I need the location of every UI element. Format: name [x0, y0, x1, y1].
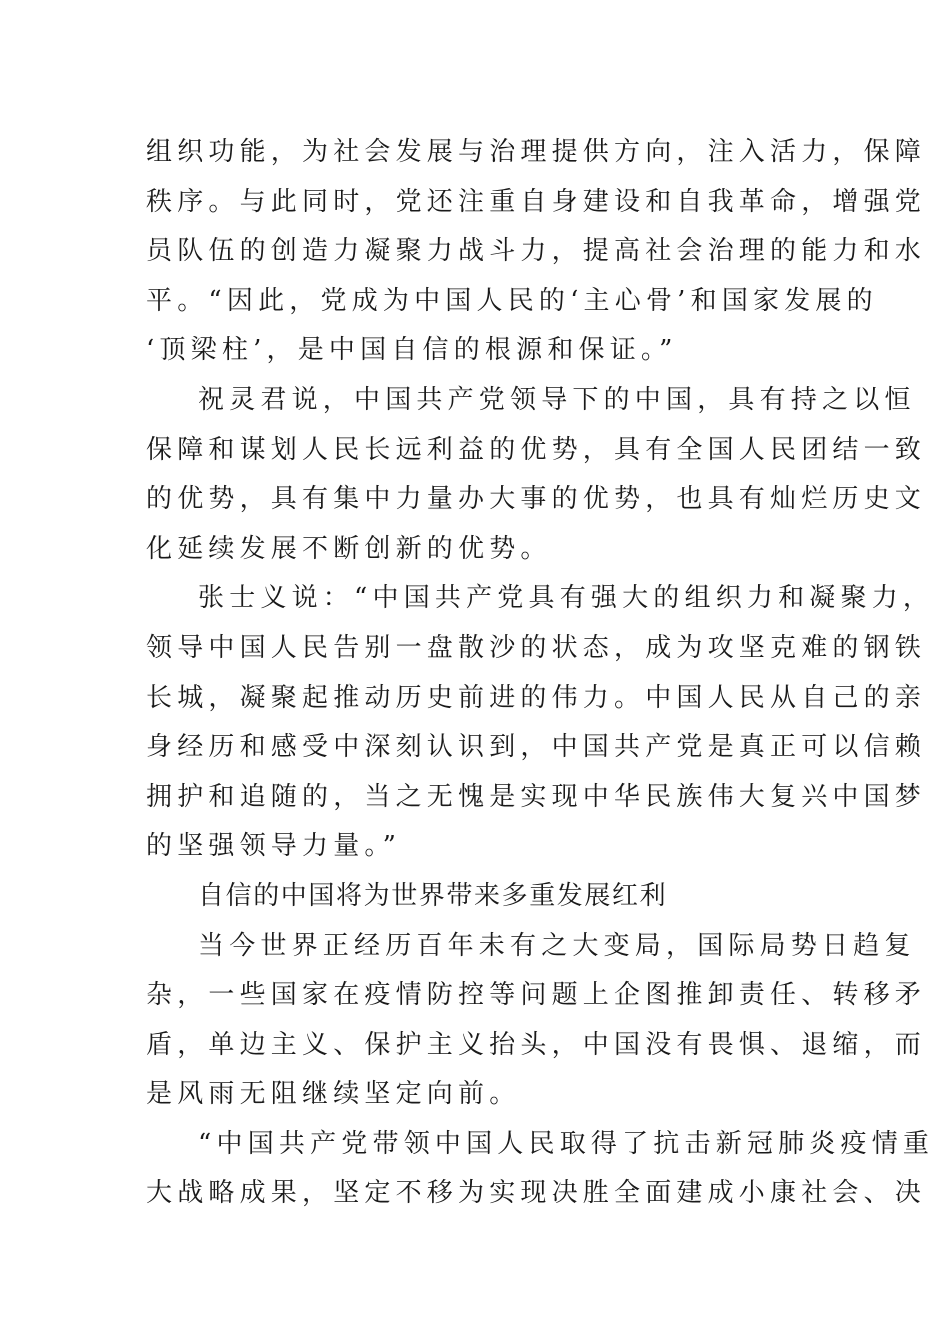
- text-line: 秩序。与此同时，党还注重自身建设和自我革命，增强党: [146, 186, 927, 217]
- section-heading-text: 自信的中国将为世界带来多重发展红利: [198, 880, 668, 911]
- text-line: “中国共产党带领中国人民取得了抗击新冠肺炎疫情重: [198, 1128, 935, 1159]
- text-line: 盾，单边主义、保护主义抬头，中国没有畏惧、退缩，而: [146, 1029, 927, 1060]
- text-line: 大战略成果，坚定不移为实现决胜全面建成小康社会、决: [146, 1178, 927, 1209]
- text-line: 是风雨无阻继续坚定向前。: [146, 1079, 521, 1110]
- text-line: 长城，凝聚起推动历史前进的伟力。中国人民从自己的亲: [146, 682, 927, 713]
- text-line: 拥护和追随的，当之无愧是实现中华民族伟大复兴中国梦: [146, 781, 927, 812]
- text-line: 的优势，具有集中力量办大事的优势，也具有灿烂历史文: [146, 484, 927, 515]
- text-line: 祝灵君说，中国共产党领导下的中国，具有持之以恒: [198, 384, 916, 415]
- text-line: 领导中国人民告别一盘散沙的状态，成为攻坚克难的钢铁: [146, 632, 927, 663]
- paragraph-world-change: [146, 922, 927, 1120]
- text-line: 员队伍的创造力凝聚力战斗力，提高社会治理的能力和水: [146, 236, 927, 267]
- text-line: 平。“因此，党成为中国人民的‘主心骨’和国家发展的: [146, 285, 878, 316]
- text-line: 当今世界正经历百年未有之大变局，国际局势日趋复: [198, 930, 916, 961]
- text-line: 杂，一些国家在疫情防控等问题上企图推卸责任、转移矛: [146, 980, 927, 1011]
- text-line: 组织功能，为社会发展与治理提供方向，注入活力，保障: [146, 137, 927, 167]
- text-line: 化延续发展不断创新的优势。: [146, 533, 552, 564]
- paragraph-continued: [146, 128, 927, 376]
- paragraph-zhang-shiyi: [146, 574, 935, 872]
- text-line: 保障和谋划人民长远利益的优势，具有全国人民团结一致: [146, 434, 927, 465]
- text-line: 身经历和感受中深刻认识到，中国共产党是真正可以信赖: [146, 732, 927, 763]
- section-heading: [146, 872, 810, 922]
- text-line: 张士义说：“中国共产党具有强大的组织力和凝聚力，: [198, 583, 935, 614]
- paragraph-zhu-lingjun: [146, 376, 927, 574]
- article-body: [146, 128, 935, 1219]
- text-line: 的坚强领导力量。”: [146, 831, 402, 862]
- text-line: ‘顶梁柱’，是中国自信的根源和保证。”: [146, 335, 678, 366]
- paragraph-quote: [146, 1120, 935, 1219]
